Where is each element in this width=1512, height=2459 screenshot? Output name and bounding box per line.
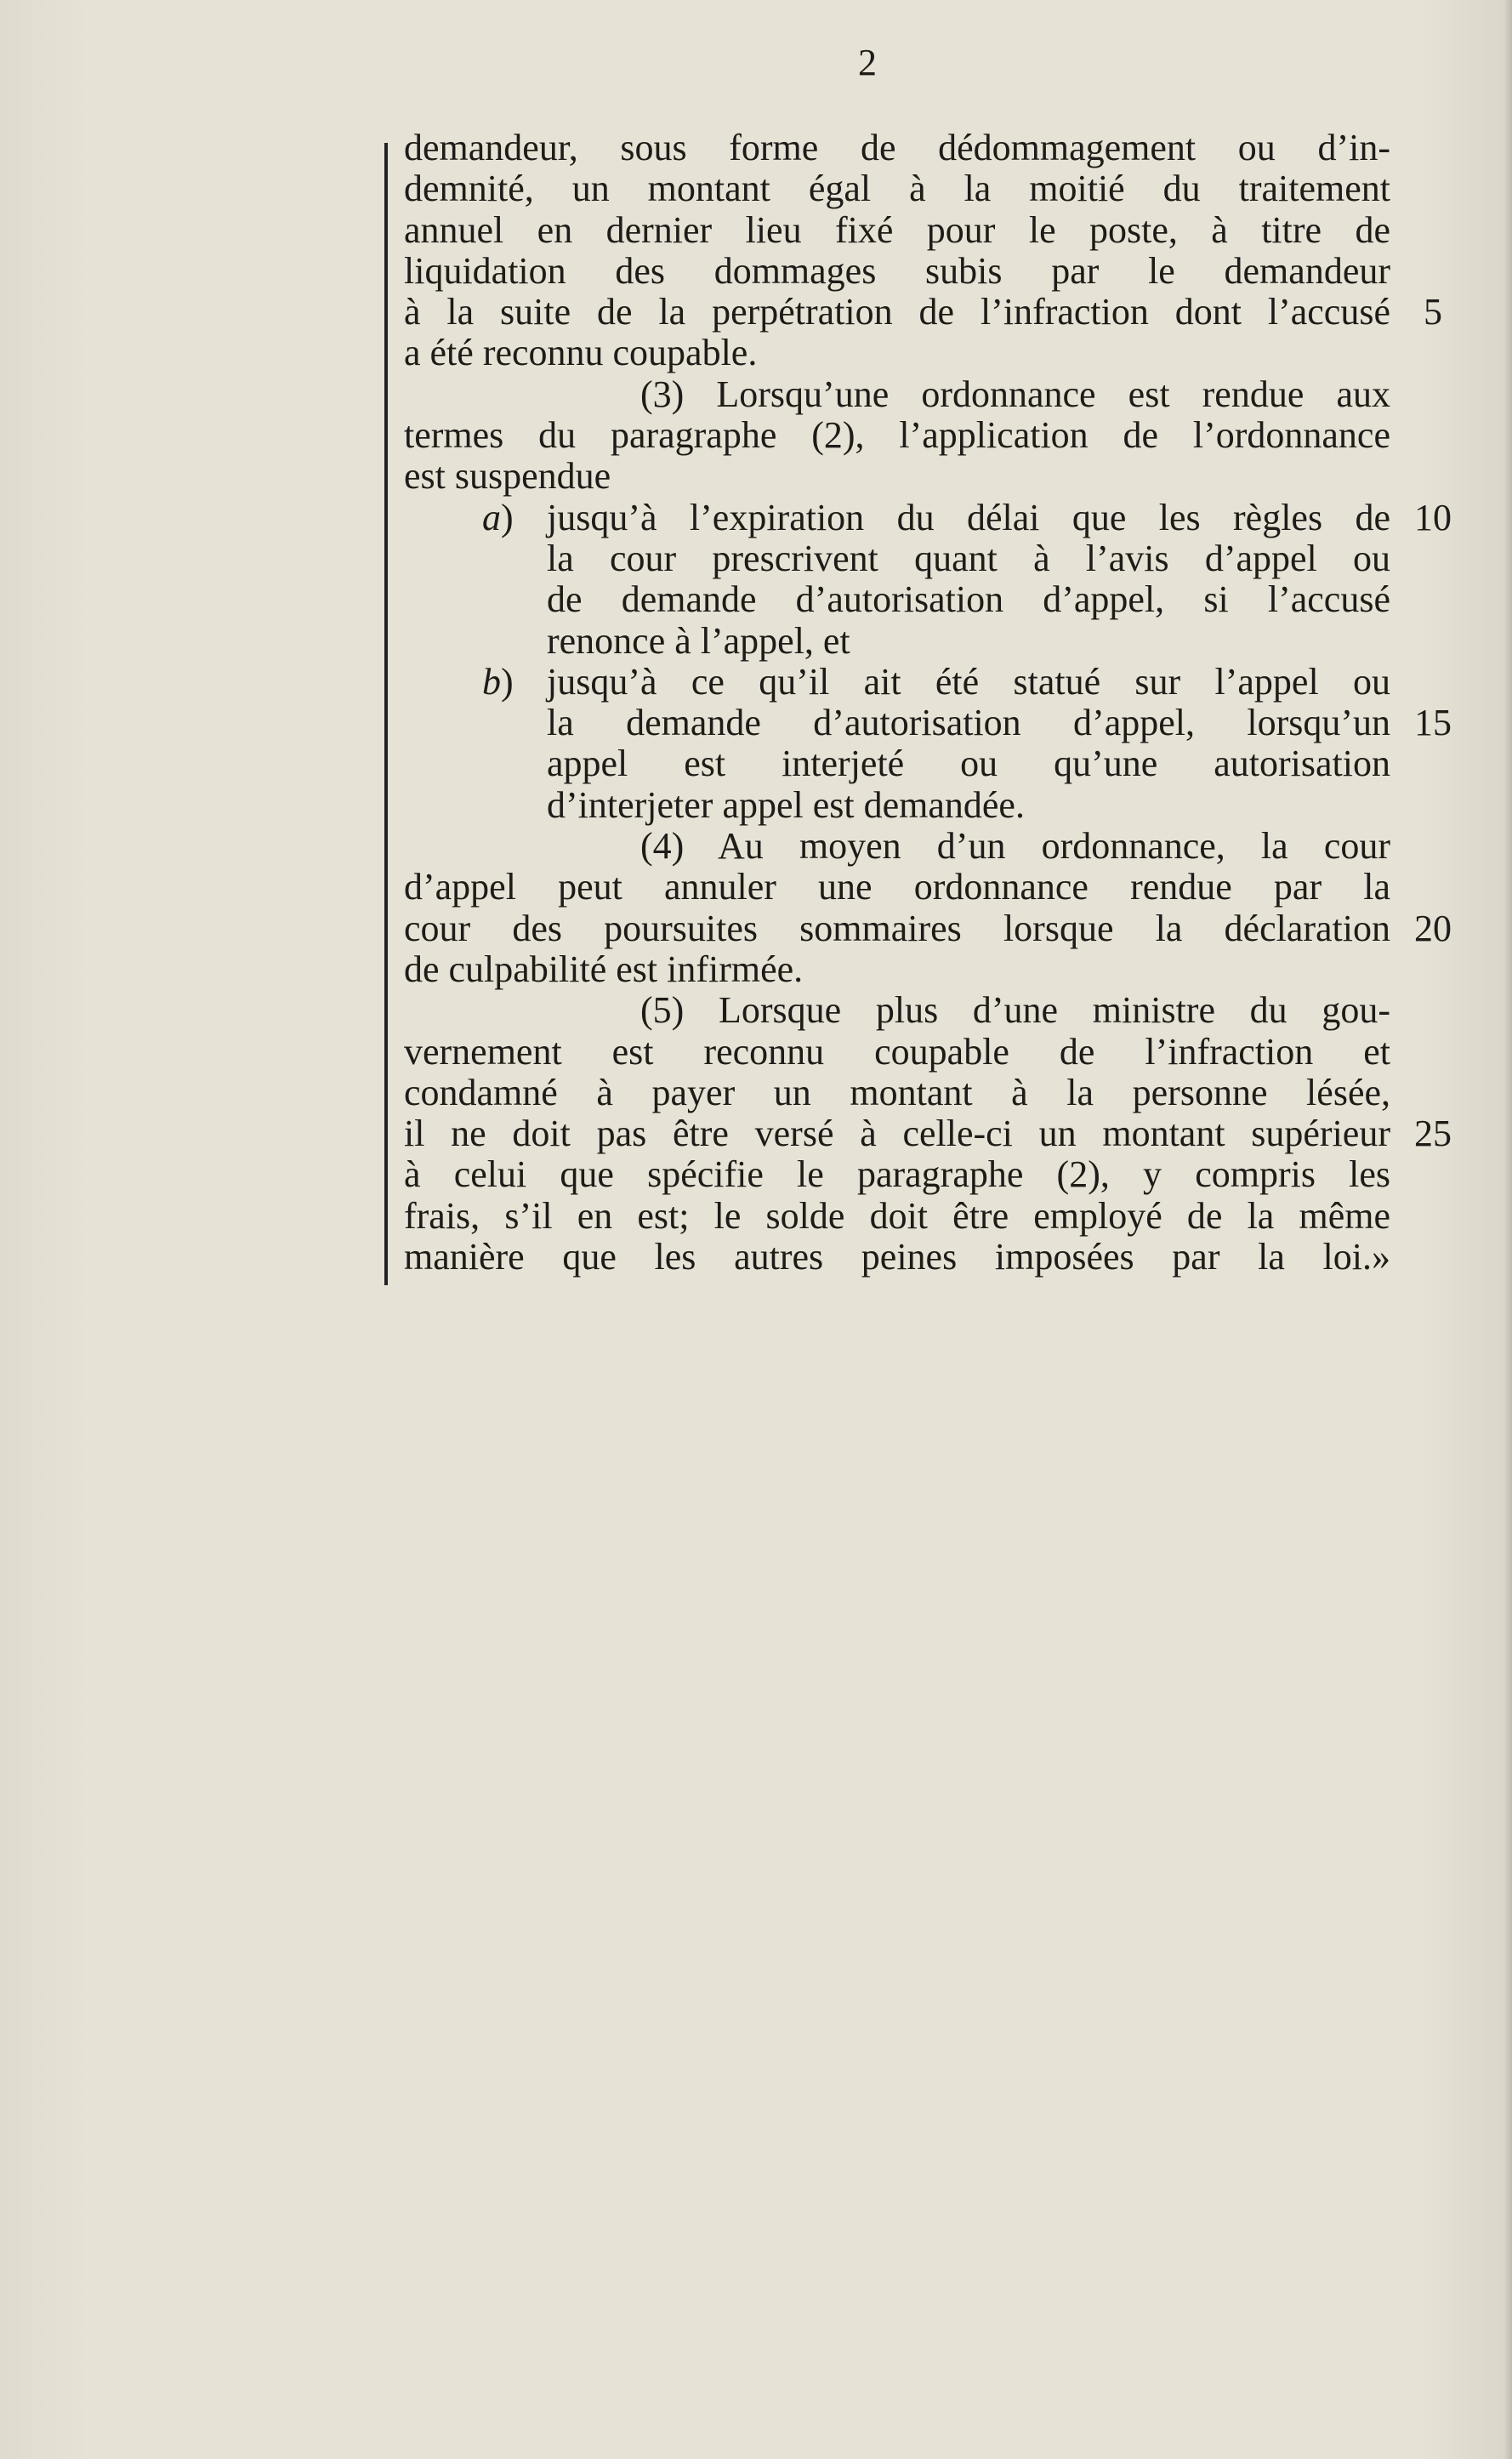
text-line (404, 415, 1390, 456)
revision-change-bar (384, 143, 388, 1285)
line-text: demnité, un montant égal à la moitié du traitement (404, 168, 1390, 210)
text-line (404, 333, 1390, 373)
body-text (404, 127, 1452, 1278)
line-text: jusqu’à ce qu’il ait été statué sur l’appel ou (547, 660, 1390, 703)
line-text: il ne doit pas être versé à celle-ci un montant supérieur (404, 1113, 1390, 1155)
line-text: liquidation des dommages subis par le demandeur (404, 249, 1390, 292)
text-line (404, 990, 1390, 1031)
line-text: annuel en dernier lieu fixé pour le poste, à titre de (404, 208, 1390, 251)
text-line (404, 1237, 1390, 1278)
margin-line-number: 10 (1414, 496, 1452, 538)
line-text: (4) Au moyen d’un ordonnance, la cour (640, 825, 1390, 868)
line-text: demandeur, sous forme de dédommagement ou d’in- (404, 127, 1390, 168)
line-text: appel est interjeté ou qu’une autorisation (547, 743, 1390, 785)
text-line (404, 621, 1390, 662)
text-line (404, 702, 1452, 744)
text-line (404, 168, 1390, 209)
text-line (404, 867, 1390, 908)
text-line (404, 496, 1452, 538)
page-edge-shadow (1503, 0, 1512, 2459)
line-text: a été reconnu coupable. (404, 332, 758, 374)
line-text: d’interjeter appel est demandée. (547, 783, 1025, 826)
line-text: manière que les autres peines imposées par la loi.» (404, 1236, 1390, 1278)
list-item-letter: a (482, 496, 501, 538)
text-line (404, 251, 1390, 292)
text-line (404, 291, 1442, 333)
line-text: de culpabilité est infirmée. (404, 948, 804, 990)
text-line (404, 456, 1390, 497)
text-line (404, 662, 1390, 703)
text-line (404, 743, 1390, 784)
line-text: (3) Lorsqu’une ordonnance est rendue aux (640, 373, 1390, 415)
line-text: vernement est reconnu coupable de l’infraction et (404, 1030, 1390, 1073)
line-text: condamné à payer un montant à la personne lésée, (404, 1071, 1390, 1113)
line-text: d’appel peut annuler une ordonnance rendue par la (404, 866, 1390, 908)
page-number: 2 (858, 42, 877, 83)
text-line (404, 374, 1390, 415)
text-line (404, 210, 1390, 251)
list-item-label: a) (482, 496, 514, 538)
text-line (404, 1073, 1390, 1113)
list-item-letter: b (482, 660, 501, 703)
text-line (404, 128, 1390, 168)
line-text: termes du paragraphe (2), l’application de l’ordonnance (404, 414, 1390, 457)
line-text: de demande d’autorisation d’appel, si l’accusé (547, 578, 1390, 621)
line-text: la demande d’autorisation d’appel, lorsqu’un (547, 702, 1390, 744)
text-line (404, 907, 1452, 949)
line-text: renonce à l’appel, et (547, 619, 850, 662)
line-text: à celui que spécifie le paragraphe (2), y compris les (404, 1153, 1390, 1196)
line-text: la cour prescrivent quant à l’avis d’appel ou (547, 537, 1390, 579)
text-line (404, 785, 1390, 826)
text-line (404, 1032, 1390, 1073)
line-text: est suspendue (404, 455, 611, 498)
text-line (404, 1196, 1390, 1237)
text-line (404, 1113, 1452, 1155)
text-line (404, 579, 1390, 620)
line-text: (5) Lorsque plus d’une ministre du gou- (640, 989, 1390, 1032)
text-line (404, 949, 1390, 990)
margin-line-number: 5 (1424, 291, 1442, 333)
margin-line-number: 25 (1414, 1113, 1452, 1155)
margin-line-number: 15 (1414, 702, 1452, 744)
list-item-label: b) (482, 660, 514, 703)
line-text: cour des poursuites sommaires lorsque la déclaration (404, 907, 1390, 949)
text-line (404, 538, 1390, 579)
margin-line-number: 20 (1414, 907, 1452, 949)
text-line (404, 1154, 1390, 1195)
line-text: frais, s’il en est; le solde doit être employé de la même (404, 1194, 1390, 1237)
text-line (404, 826, 1390, 867)
line-text: à la suite de la perpétration de l’infraction dont l’accusé (404, 291, 1390, 333)
line-text: jusqu’à l’expiration du délai que les règles de (547, 496, 1390, 538)
